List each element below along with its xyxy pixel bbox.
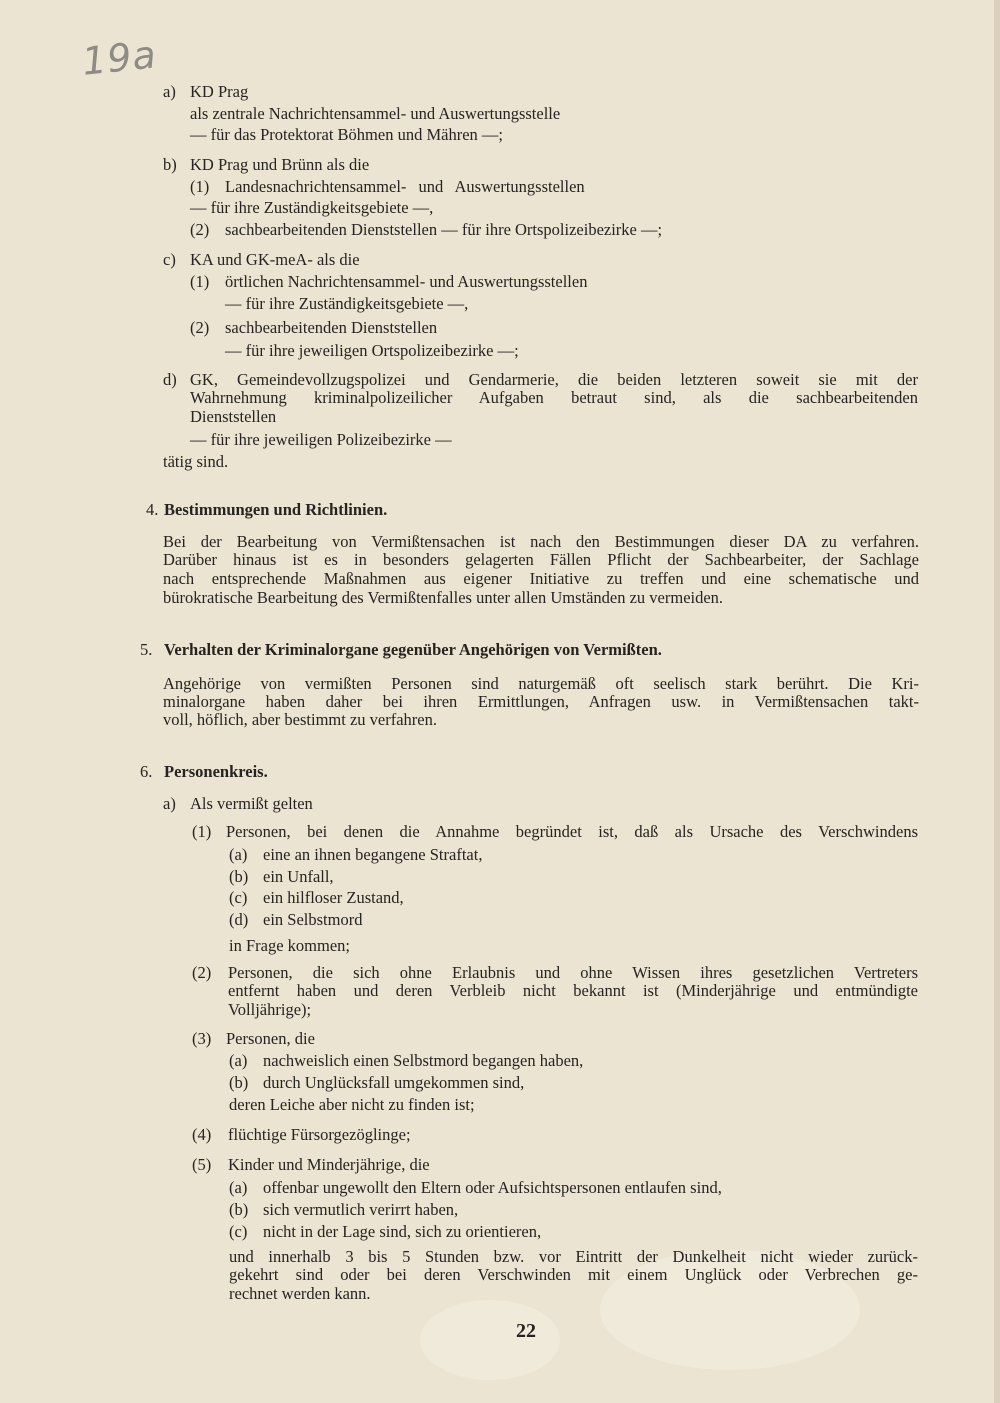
item-closing: deren Leiche aber nicht zu finden ist;: [229, 1095, 475, 1114]
item-text: Personen, bei denen die Annahme begründet ist, daß als Ursache des Verschwindens: [226, 822, 918, 841]
sub-marker: (a): [229, 845, 248, 864]
sub-text: sich vermutlich verirrt haben,: [263, 1200, 459, 1219]
section-number: 4.: [146, 500, 159, 519]
item-text: Personen, die sich ohne Erlaubnis und ohne Wissen ihres gesetzlichen Vertreters: [228, 963, 918, 982]
sub-text: ein hilfloser Zustand,: [263, 888, 404, 907]
list-a-line: — für das Protektorat Böhmen und Mähren —;: [190, 125, 503, 144]
list-d-line: Dienststellen: [190, 407, 277, 426]
item-text: entfernt haben und deren Verbleib nicht bekannt ist (Minderjährige und entmündigte: [228, 981, 918, 1000]
sub-marker: (a): [229, 1178, 248, 1197]
item-text: Volljährige);: [228, 1000, 312, 1019]
item-marker: (4): [192, 1125, 212, 1144]
list-marker-c: c): [163, 250, 176, 269]
list-b-line: KD Prag und Brünn als die: [190, 155, 370, 174]
list-closing: tätig sind.: [163, 452, 229, 471]
sub-marker: (c): [229, 1222, 248, 1241]
sub-text: nicht in der Lage sind, sich zu orientieren,: [263, 1222, 542, 1241]
list-b-item-marker: (1): [190, 177, 210, 196]
paper-stain: [420, 1300, 560, 1380]
section-number: 5.: [140, 640, 153, 659]
list-c-item-sub: — für ihre jeweiligen Ortspolizeibezirke —;: [225, 341, 519, 360]
sub-marker: (d): [229, 910, 249, 929]
page-edge: [994, 0, 1000, 1403]
section6-a-text: Als vermißt gelten: [190, 794, 313, 813]
item-text: Kinder und Minderjährige, die: [228, 1155, 430, 1174]
item-text: flüchtige Fürsorgezöglinge;: [228, 1125, 411, 1144]
item-closing: und innerhalb 3 bis 5 Stunden bzw. vor Eintritt der Dunkelheit nicht wieder zurück-: [229, 1247, 918, 1266]
item-marker: (2): [192, 963, 212, 982]
sub-text: nachweislich einen Selbstmord begangen haben,: [263, 1051, 584, 1070]
sub-text: ein Selbstmord: [263, 910, 363, 929]
list-c-item-text: sachbearbeitenden Dienststellen: [225, 318, 438, 337]
sub-marker: (b): [229, 867, 249, 886]
section-heading: Personenkreis.: [164, 762, 268, 781]
list-c-item-sub: — für ihre Zuständigkeitsgebiete —,: [225, 294, 469, 313]
list-marker-a: a): [163, 82, 176, 101]
sub-text: durch Unglücksfall umgekommen sind,: [263, 1073, 525, 1092]
section5-line: minalorgane haben daher bei ihren Ermittlungen, Anfragen usw. in Vermißtensachen takt-: [163, 692, 919, 711]
section6-marker-a: a): [163, 794, 176, 813]
handwritten-mark: 19a: [79, 32, 159, 84]
list-b-item-marker: (2): [190, 220, 210, 239]
section5-line: voll, höflich, aber bestimmt zu verfahren.: [163, 710, 437, 729]
list-b-item-text: Landesnachrichtensammel- und Auswertungsstellen: [225, 177, 585, 196]
sub-marker: (a): [229, 1051, 248, 1070]
sub-marker: (b): [229, 1200, 249, 1219]
list-c-item-marker: (1): [190, 272, 210, 291]
item-text: Personen, die: [226, 1029, 315, 1048]
sub-text: offenbar ungewollt den Eltern oder Aufsichtspersonen entlaufen sind,: [263, 1178, 722, 1197]
item-closing: in Frage kommen;: [229, 936, 350, 955]
section4-line: nach entsprechende Maßnahmen aus eigener Initiative zu treffen und eine schematische und: [163, 569, 919, 588]
section4-line: Bei der Bearbeitung von Vermißtensachen ist nach den Bestimmungen dieser DA zu verfahren.: [163, 532, 919, 551]
page-number: 22: [516, 1320, 536, 1342]
list-marker-b: b): [163, 155, 177, 174]
sub-text: eine an ihnen begangene Straftat,: [263, 845, 483, 864]
list-b-item-sub: — für ihre Zuständigkeitsgebiete —,: [190, 198, 434, 217]
item-marker: (1): [192, 822, 212, 841]
list-c-line: KA und GK-meA- als die: [190, 250, 360, 269]
list-a-line: als zentrale Nachrichtensammel- und Auswertungsstelle: [190, 104, 561, 123]
item-marker: (5): [192, 1155, 212, 1174]
list-b-item-text: sachbearbeitenden Dienststellen — für ihre Ortspolizeibezirke —;: [225, 220, 663, 239]
sub-marker: (b): [229, 1073, 249, 1092]
list-c-item-marker: (2): [190, 318, 210, 337]
list-d-line: GK, Gemeindevollzugspolizei und Gendarmerie, die beiden letzteren soweit sie mit der: [190, 370, 918, 389]
item-closing: gekehrt sind oder bei deren Verschwinden mit einem Unglück oder Verbrechen ge-: [229, 1265, 918, 1284]
section-heading: Verhalten der Kriminalorgane gegenüber Angehörigen von Vermißten.: [164, 640, 662, 659]
item-marker: (3): [192, 1029, 212, 1048]
list-d-line: Wahrnehmung kriminalpolizeilicher Aufgaben betraut sind, als die sachbearbeitenden: [190, 388, 918, 407]
section5-line: Angehörige von vermißten Personen sind naturgemäß oft seelisch stark berührt. Die Kri-: [163, 674, 919, 693]
sub-text: ein Unfall,: [263, 867, 334, 886]
item-closing: rechnet werden kann.: [229, 1284, 371, 1303]
sub-marker: (c): [229, 888, 248, 907]
list-c-item-text: örtlichen Nachrichtensammel- und Auswertungsstellen: [225, 272, 588, 291]
section4-line: bürokratische Bearbeitung des Vermißtenfalles unter allen Umständen zu vermeiden.: [163, 588, 724, 607]
list-marker-d: d): [163, 370, 177, 389]
section-number: 6.: [140, 762, 153, 781]
list-d-line: — für ihre jeweiligen Polizeibezirke —: [190, 430, 452, 449]
section4-line: Darüber hinaus ist es in besonders gelagerten Fällen Pflicht der Sachbearbeiter, der Sachlage: [163, 550, 919, 569]
list-a-line: KD Prag: [190, 82, 249, 101]
section-heading: Bestimmungen und Richtlinien.: [164, 500, 388, 519]
